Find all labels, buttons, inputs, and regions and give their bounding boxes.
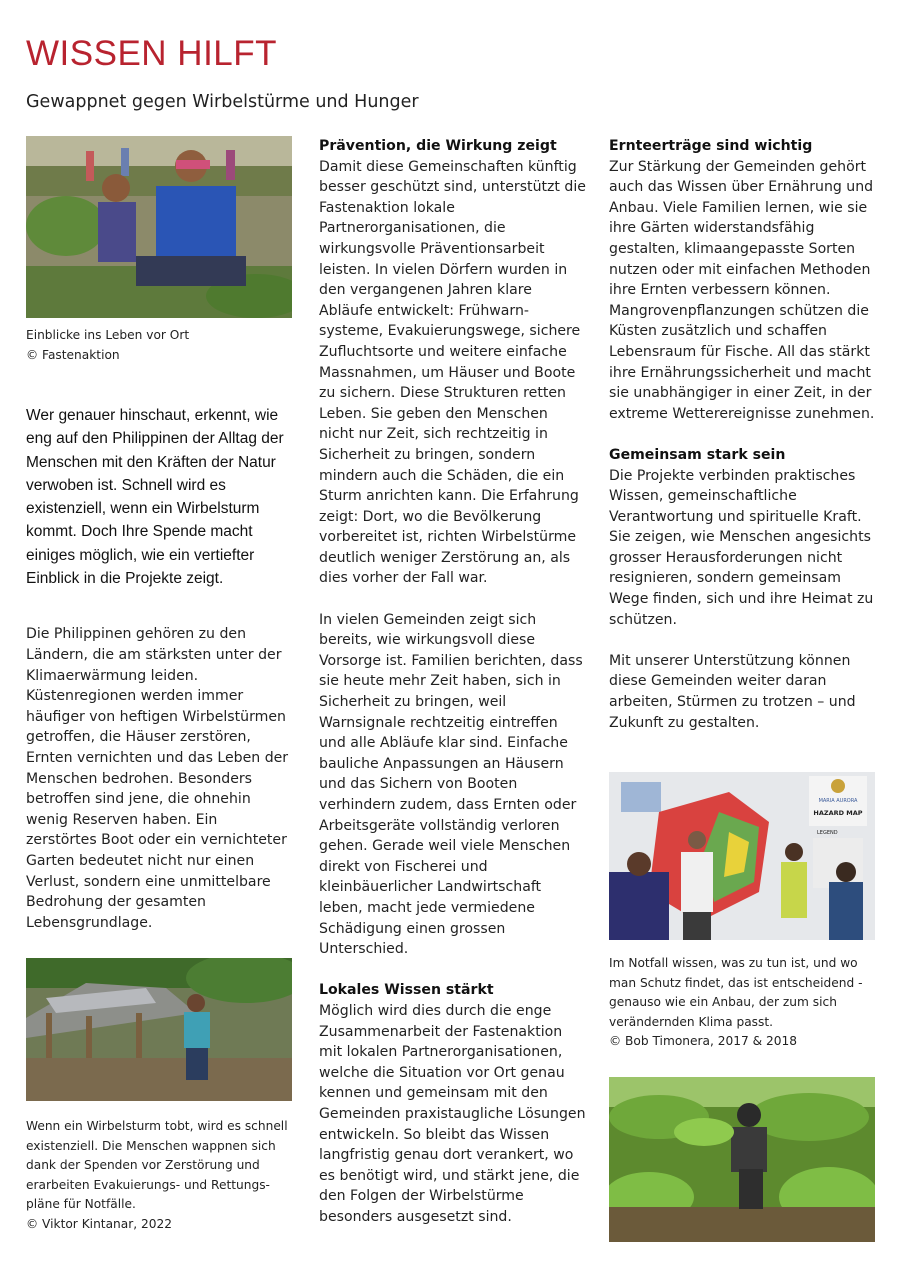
photo3-caption [609,954,879,1052]
photo2-caption [26,1117,292,1234]
hazard-map-photo-illustration [609,772,875,940]
paragraph-ernteertraege: Zur Stärkung der Gemeinden gehört auch das Wissen über Ernährung und Anbau. Viele Familien lernen, wie sie ihre Gärten widerstandsfähig gestalten, klimaangepasste Sorten nutzen oder mit einfachen Methoden ihre Ernten verbessern können. Mangrovenpflanzungen schützen die Küsten zusätzlich und schaffen Lebensraum für Fische. All das stärkt ihre Ernährungssicherheit und macht sie unabhängiger in einer Zeit, in der extreme Wetterereignisse zunehmen. [609,158,875,422]
paragraph-lokales-wissen: Möglich wird dies durch die enge Zusammenarbeit der Fastenaktion mit lokalen Partnerorganisationen, welche die Situation vor Ort genau kennen und gemeinsam mit den Gemeinden praxistaugliche Lösungen entwickeln. So bleibt das Wissen langfristig genau dort verankert, wo es benötigt wird, und stärkt jene, die den Folgen der Wirbelstürme besonders ausgesetzt sind. [319,1002,586,1225]
photo-garden [609,1077,875,1242]
garden-photo-illustration [609,1077,875,1242]
page-title: WISSEN HILFT [26,34,278,73]
column-right [609,136,879,1242]
photo1-credit: © Fastenaktion [26,347,120,362]
heading-gemeinsam: Gemeinsam stark sein [609,446,786,463]
map-legend-text: LEGEND [817,830,838,837]
map-title-text: HAZARD MAP [813,809,863,818]
map-header-text: MARIA AURORA [818,798,858,805]
photo-storm-damage [26,958,292,1101]
photo1-caption-text: Einblicke ins Leben vor Ort [26,328,190,342]
column-left [26,136,292,1234]
photo1-caption [26,326,292,365]
photo3-caption-text: Im Notfall wissen, was zu tun ist, und wo man Schutz findet, das ist entscheidend - genauso wie ein Anbau, der zum sich verändernden Klima passt. [609,956,863,1029]
photo3-credit: © Bob Timonera, 2017 & 2018 [609,1034,798,1049]
photo2-credit: © Viktor Kintanar, 2022 [26,1216,173,1231]
storm-damage-photo-illustration [26,958,292,1101]
photo2-caption-text: Wenn ein Wirbelsturm tobt, wird es schnell existenziell. Die Menschen wappnen sich dank der Spenden vor Zerstörung und erarbeiten Evakuierungs- und Rettungspläne für Notfälle. [26,1119,288,1212]
paragraph-gemeinsam: Die Projekte verbinden praktisches Wissen, gemeinschaftliche Verantwortung und spirituelle Kraft. Sie zeigen, wie Menschen angesichts grosser Herausforderungen nicht resignieren, sondern gemeinsam Wege finden, sich und ihre Heimat zu schützen. [609,467,874,628]
column-middle [319,136,587,1227]
intro-paragraph: Die Philippinen gehören zu den Ländern, die am stärksten unter der Klimaerwärmung leiden. Küstenregionen werden immer häufiger von heftigen Wirbelstürmen getroffen, die Häuser zerstören, Ernten vernichten und das Leben der Menschen bedrohen. Besonders betroffen sind jene, die ohnehin wenig Reserven haben. Ein zerstörtes Boot oder ein vernichteter Garten bedeutet nicht nur einen Verlust, sondern eine unmittelbare Bedrohung der gesamten Lebensgrundlage. [26,626,289,931]
lead-paragraph: Wer genauer hinschaut, erkennt, wie eng auf den Philippinen der Alltag der Menschen mit den Kräften der Natur verwoben ist. Schnell wird es existenziell, wenn ein Wirbelsturm kommt. Doch Ihre Spende macht einiges möglich, wie ein vertiefter Einblick in die Projekte zeigt. [26,407,284,588]
village-photo-illustration [26,136,292,318]
paragraph-unterstuetzung: Mit unserer Unterstützung können diese Gemeinden weiter daran arbeiten, Stürmen zu trotzen – und Zukunft zu gestalten. [609,652,856,731]
heading-praevention: Prävention, die Wirkung zeigt [319,138,557,154]
heading-ernteertraege: Ernteerträge sind wichtig [609,138,813,154]
paragraph-gemeinden: In vielen Gemeinden zeigt sich bereits, wie wirkungsvoll diese Vorsorge ist. Familien berichten, dass sie heute mehr Zeit haben, sich in Sicherheit zu bringen, weil Warnsignale rechtzeitig eintreffen und alle Abläufe klar sind. Einfache bauliche Anpassungen an Häusern und das Sichern von Booten verhindern zudem, dass Ernten oder Arbeitsgeräte vollständig verloren gehen. Gerade weil viele Menschen direkt von Fischerei und kleinbäuerlicher Landwirtschaft leben, macht jede vermiedene Schädigung einen grossen Unterschied. [319,611,583,958]
paragraph-praevention: Damit diese Gemeinschaften künftig besser geschützt sind, unterstützt die Fastenaktion lokale Partnerorganisationen, die wirkungsvolle Präventionsarbeit leisten. In vielen Dörfern wurden in den vergangenen Jahren klare Abläufe entwickelt: Frühwarnsysteme, Evakuierungswege, sichere Zufluchtsorte und weitere einfache Massnahmen, um Häuser und Boote zu sichern. Diese Strukturen retten Leben. Sie geben den Menschen nicht nur Zeit, sich rechtzeitig in Sicherheit zu bringen, sondern mindern auch die Schäden, die ein Sturm anrichten kann. Die Erfahrung zeigt: Dort, wo die Bevölkerung vorbereitet ist, richten Wirbelstürme deutlich weniger Zerstörung an, als dies vorher der Fall war. [319,158,586,587]
page-subtitle: Gewappnet gegen Wirbelstürme und Hunger [26,92,419,112]
photo-hazard-map [609,772,875,940]
heading-lokales-wissen: Lokales Wissen stärkt [319,982,494,999]
photo-village-people [26,136,292,318]
